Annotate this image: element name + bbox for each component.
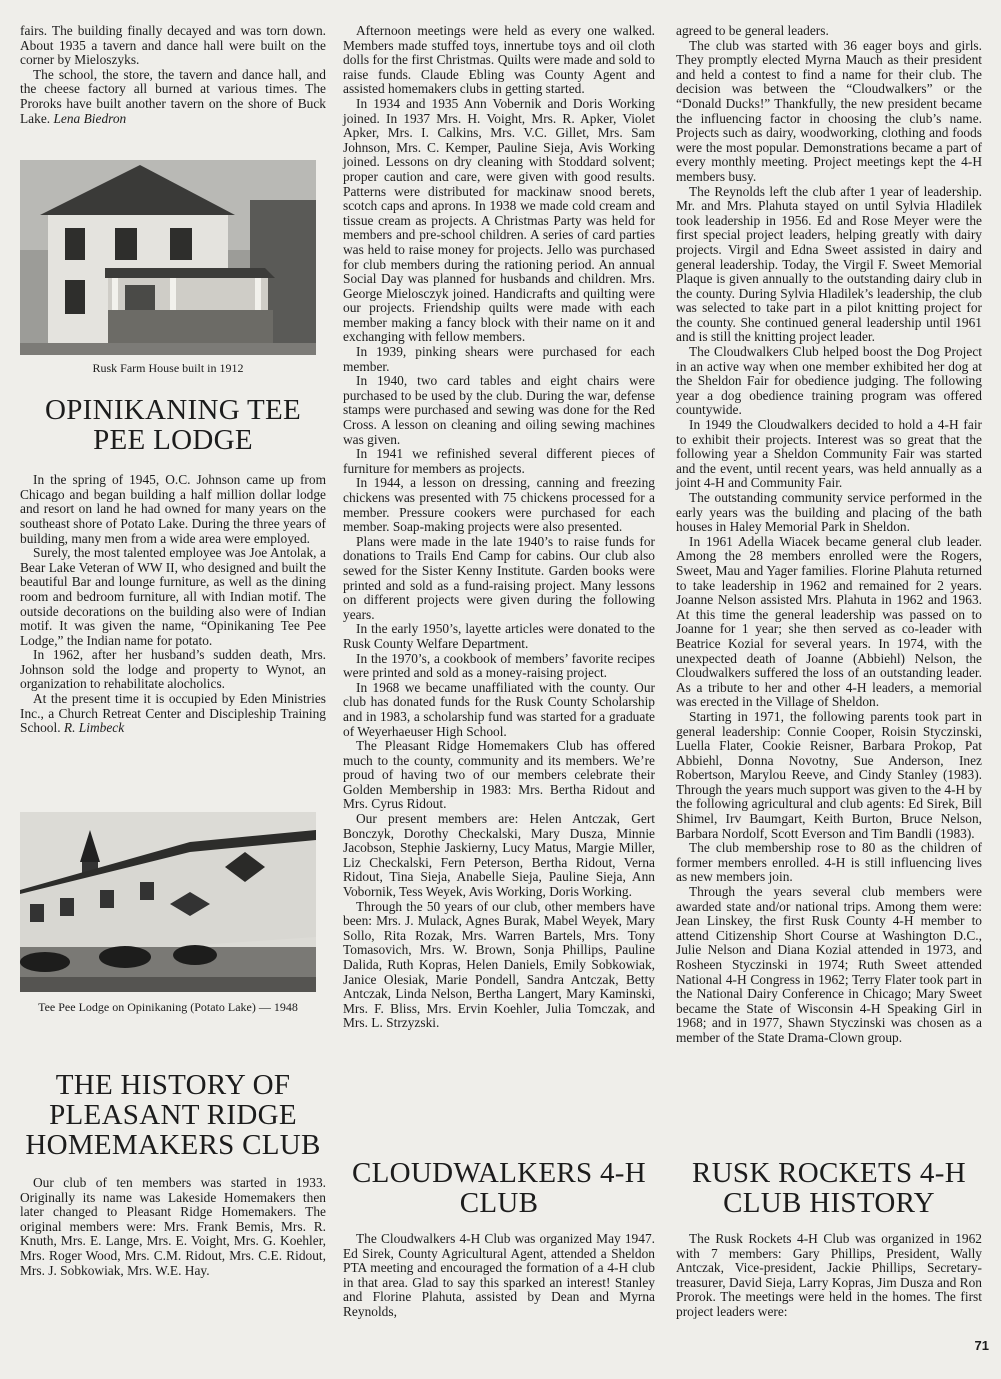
paragraph: Through the years several club members were awarded state and/or national trips. Among them were: Jean Linskey, the first Rusk County 4-H member to attend Citizenship Short Course at Washington D.C., Julie Nelson and Diana Kozial attended in 1973, and Rosheen Styczinski in 1974; Ruth Sweet attended National 4-H Congress in 1962; Terry Flater took part in the National Dairy Conference in Chicago; Mary Sweet became the State of Wisconsin 4-H Speaking Girl in 1968; and in 1977, Shawn Styczinski was chosen as a member of the State Drama-Clown group. [676,884,982,1045]
column-2 [343,24,655,1031]
paragraph: In 1941 we refinished several different pieces of furniture for members as projects. [343,446,655,476]
paragraph: Surely, the most talented employee was Joe Antolak, a Bear Lake Veteran of WW II, who designed and built the beautiful Bar and lounge furniture, as well as the dining room and bedroom furniture, all with Indian motif. The outside decorations on the building also were of Indian motif. It was given the name, “Opinikaning Tee Pee Lodge,” the Indian name for potato. [20,545,326,648]
paragraph: Afternoon meetings were held as every one walked. Members made stuffed toys, innertube toys and oil cloth dolls for the first Christmas. Quilts were made and sold to raise funds. Claude Ebling was County Agent and assisted homemakers clubs in getting started. [343,23,655,97]
rusk-rockets-section [676,1158,982,1320]
paragraph: In the spring of 1945, O.C. Johnson came up from Chicago and began building a half million dollar lodge and resort on land he had owned for many years on the southeast shore of Potato Lake. During the three years of building, many men from a wide area were employed. [20,472,326,546]
paragraph: In 1961 Adella Wiacek became general club leader. Among the 28 members enrolled were the Rogers, Sweet, Mau and Yager families. Florine Plahuta returned to take leadership in 1962 and remained for 2 years. Joanne Nelson assisted Mrs. Plahuta in 1962 and 1963. At this time the general leadership was passed on to Joanne for 1 year; she then served as co-leader with Beatrice Kozial for several years. In 1974, with the unexpected death of Joanne (Abbiehl) Nelson, the Cloudwalkers suffered the loss of an outstanding leader. As a tribute to her and other 4-H leaders, a memorial was erected in the Village of Sheldon. [676,533,982,710]
paragraph: The Cloudwalkers 4-H Club was organized May 1947. Ed Sirek, County Agricultural Agent, attended a Sheldon PTA meeting and encouraged the formation of a 4-H club in that area. Glad to say this sparked an interest! Stanley and Florine Plahuta, assisted by Dean and Myrna Reynolds, [343,1231,655,1319]
farm-house-image [20,160,316,355]
paragraph: Through the 50 years of our club, other members have been: Mrs. J. Mulack, Agnes Burak, Mabel Weyek, Mary Sollo, Rita Rozak, Mrs. Warren Bartels, Mrs. Tony Tomasovich, Mrs. W. Brown, Sonja Phillips, Pauline Dalida, Ruth Kopras, Helen Daniels, Emily Sobkowiak, Janice Olesiak, Marie Pondell, Sandra Antczak, Betty Antczak, Linda Nelson, Bertha Langert, Mary Kaminski, Mrs. F. Bliss, Mrs. Ervin Koehler, Julia Tomczak, and Mrs. L. Strzyzski. [343,898,655,1031]
farm-house-photo [20,160,316,355]
paragraph: In 1962, after her husband’s sudden death, Mrs. Johnson sold the lodge and property to Wynot, an organization to rehabilitate alocholics. [20,647,326,692]
cloudwalkers-section [343,1158,655,1320]
paragraph: In 1944, a lesson on dressing, canning and freezing chickens was presented with 75 chickens processed for a member. Pressure cookers were purchased for each member. Soap-making projects were also presented. [343,475,655,535]
paragraph: The Cloudwalkers Club helped boost the Dog Project in an active way when one member exhibited her dog at the Sheldon Fair for obedience judging. The following year a dog obedience training program was offered countywide. [676,344,982,418]
tee-pee-lodge-image [20,812,316,992]
page-number: 71 [974,1338,989,1353]
paragraph: The club membership rose to 80 as the children of former members enrolled. 4-H is still influencing lives as new members join. [676,840,982,885]
paragraph: In 1934 and 1935 Ann Vobernik and Doris Working joined. In 1937 Mrs. H. Voight, Mrs. R. Apker, Violet Apker, Mrs. I. Calkins, Mrs. V.C. Gillet, Mrs. Sam Johnson, Mrs. C. Kemper, Pauline Sieja, Avis Working joined. Lessons on dry cleaning with Stoddard solvent; proper caution and care, were given with good results. Patterns were distributed for mackinaw snood berets, scotch caps and aprons. In 1938 we made cold cream and tissue cream as projects. A Christmas Party was held for members and pre-school children. A series of card parties was held to raise money for projects. Jello was purchased for club members during the rationing period. An annual Social Day was planned for husbands and children. Mrs. George Mielosczyk joined. Handicrafts and quilting were our projects. Friendship quilts were made with each member making a fancy block with their name on it and exchanging with fellow members. [343,95,655,345]
tee-pee-lodge-caption: Tee Pee Lodge on Opinikaning (Potato Lake) — 1948 [38,1000,298,1014]
paragraph: Our present members are: Helen Antczak, Gert Bonczyk, Dorothy Checkalski, Mary Dusza, Minnie Jacobson, Stephie Jaskierny, Lucy Matus, Margie Miller, Liz Checkalski, Fern Peterson, Bertha Ridout, Verna Ridout, Tina Sieja, Anabelle Sieja, Pauline Sieja, Ann Vobornik, Tess Weyek, Avis Working, Doris Working. [343,811,655,900]
heading-pleasant-ridge: THE HISTORY OF PLEASANT RIDGE HOMEMAKERS CLUB [25,1069,321,1161]
paragraph: In 1968 we became unaffiliated with the county. Our club has donated funds for the Rusk County Scholarship and in 1983, a scholarship fund was started for a graduate of Weyerhaeuser High School. [343,679,655,739]
paragraph: The Rusk Rockets 4-H Club was organized in 1962 with 7 members: Gary Phillips, President, Wally Antczak, Vice-president, Jackie Phillips, Secretary-treasurer, David Sieja, Larry Kopras, Jim Dusza and Ron Prorok. The meetings were held in the homes. The first project leaders were: [676,1231,982,1319]
author-signature: R. Limbeck [63,720,125,736]
paragraph: The club was started with 36 eager boys and girls. They promptly elected Myrna Mauch as their president and held a contest to find a name for their club. The decision was between the “Cloudwalkers” or the “Donald Ducks!” Thankfully, the new president became the influencing factor in choosing the club’s name. Projects such as dairy, woodworking, clothing and foods were the most popular. Demonstrations became a part of every monthly meeting. Project meetings kept the 4-H members busy. [676,37,982,184]
paragraph: fairs. The building finally decayed and was torn down. About 1935 a tavern and dance hall were built on the corner by Mieloszyks. [20,23,326,68]
farm-house-caption: Rusk Farm House built in 1912 [92,361,244,375]
heading-rusk-rockets: RUSK ROCKETS 4-H CLUB HISTORY [692,1157,966,1219]
homemakers-section [20,1070,326,1278]
heading-cloudwalkers: CLOUDWALKERS 4-H CLUB [352,1157,646,1219]
paragraph: At the present time it is occupied by Eden Ministries Inc., a Church Retreat Center and Discipleship Training School. R. Limbeck [20,691,326,736]
heading-tee-pee-lodge: OPINIKANING TEE PEE LODGE [44,394,302,457]
paragraph: Starting in 1971, the following parents took part in general leadership: Connie Cooper, Roisin Styczinski, Luella Flater, Cookie Reisner, Barbara Prokop, Pat Abbiehl, Donna Novotny, Sue Anderson, Inez Robertson, Marylou Reeve, and Cindy Stanley (1983). Through the years much support was given to the 4-H by the following agricultural and club agents: Ed Sirek, Bill Shimel, Irv Baumgart, Keith Burton, Bruce Nelson, Barbara Nordolf, Scott Everson and Tim Bandli (1983). [676,708,982,841]
paragraph: agreed to be general leaders. [676,23,829,38]
tee-pee-lodge-photo [20,812,316,992]
paragraph: In the 1970’s, a cookbook of members’ favorite recipes were printed and sold as a money-raising project. [343,650,655,681]
paragraph: Our club of ten members was started in 1933. Originally its name was Lakeside Homemakers then later changed to Pleasant Ridge Homemakers. The original members were: Mrs. Frank Bemis, Mrs. R. Knuth, Mrs. E. Lange, Mrs. E. Voight, Mrs. G. Koehler, Mrs. Roger Wood, Mrs. C.M. Ridout, Mrs. C.E. Ridout, Mrs. J. Sobkowiak, Mrs. W.E. Hay. [20,1175,326,1278]
paragraph: The Reynolds left the club after 1 year of leadership. Mr. and Mrs. Plahuta stayed on until Sylvia Hladilek took leadership in 1956. Ed and Rose Meyer were the first special project leaders, helping greatly with dairy projects. Virgil and Edna Sweet assisted in dairy and general leadership. Today, the Virgil F. Sweet Memorial Plaque is given annually to the outstanding dairy club in the county. During Sylvia Hladilek’s leadership, the club was selected to take part in a pilot knitting project for the county. She continued general leadership until 1961 and is still the knitting project leader. [676,183,982,345]
paragraph: In 1949 the Cloudwalkers decided to hold a 4-H fair to exhibit their projects. Interest was so great that the following year a Sheldon Community Fair was started and the event, until recent years, was held annually as a joint 4-H and Community Fair. [676,417,982,491]
paragraph: In the early 1950’s, layette articles were donated to the Rusk County Welfare Department. [343,621,655,651]
paragraph: The outstanding community service performed in the early years was the building and placing of the bath houses in Haley Memorial Park in Sheldon. [676,490,982,535]
paragraph: The school, the store, the tavern and dance hall, and the cheese factory all burned at various times. The Proroks have built another tavern on the shore of Buck Lake. Lena Biedron [20,66,326,126]
paragraph: In 1939, pinking shears were purchased for each member. [343,344,655,374]
paragraph: The Pleasant Ridge Homemakers Club has offered much to the county, community and its members. We’re proud of having two of our members celebrate their Golden Membership in 1983: Mrs. Bertha Ridout and Mrs. Cyrus Ridout. [343,738,655,812]
author-signature: Lena Biedron [53,110,127,126]
column-1 [20,24,326,736]
paragraph: In 1940, two card tables and eight chairs were purchased to be used by the club. During the war, defense stamps were purchased and sewing was done for the Red Cross. A lesson on cleaning and oiling sewing machines was given. [343,373,655,447]
paragraph: Plans were made in the late 1940’s to raise funds for donations to Trails End Camp for cabins. Our club also sewed for the Sister Kenny Institute. Garden books were printed and sold as a fund-raising project. Many lessons on different projects were given during the following years. [343,533,655,622]
column-3 [676,24,982,1046]
